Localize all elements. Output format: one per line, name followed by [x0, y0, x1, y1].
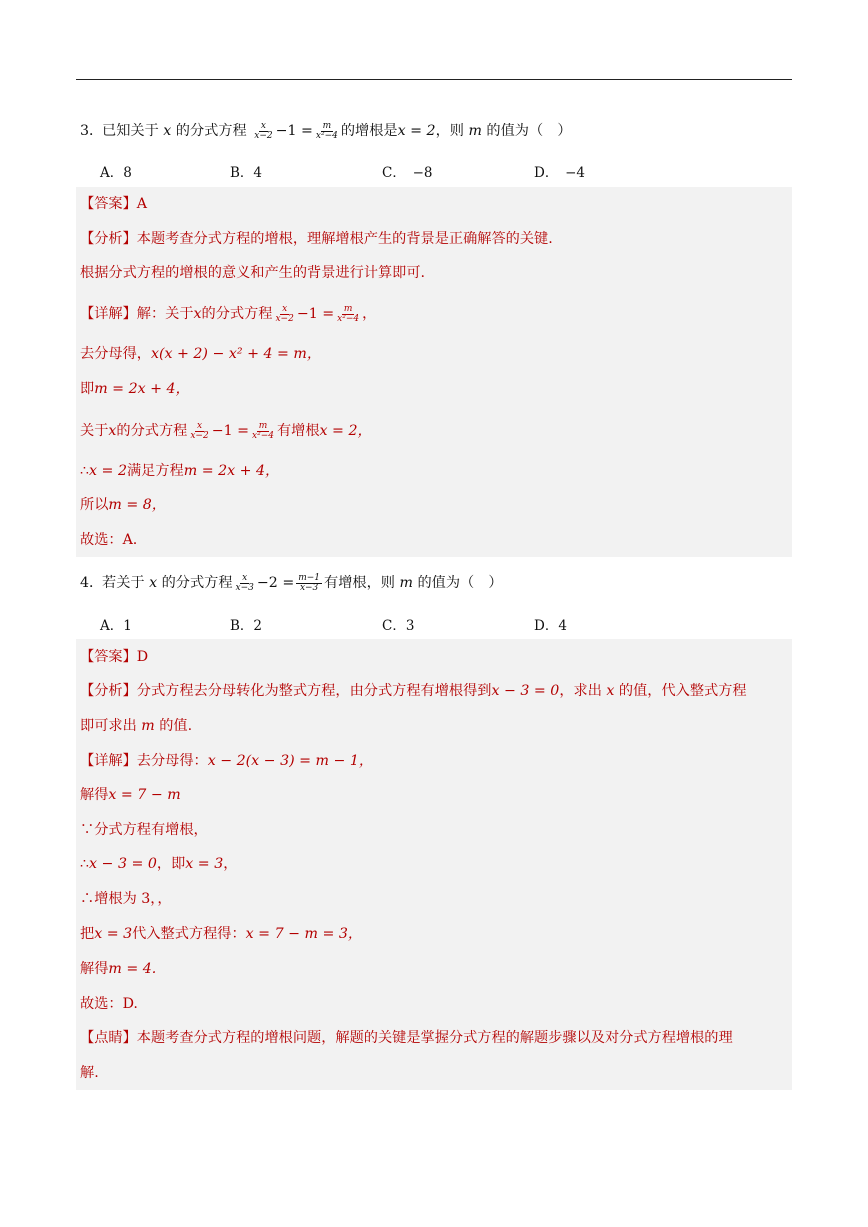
choice-c: C．3: [382, 618, 415, 634]
choice-c: C． −8: [382, 165, 433, 181]
fraction-numerator: m: [343, 303, 353, 314]
comment-line: 解.: [80, 1065, 99, 1081]
stem-text: 若关于: [102, 575, 150, 591]
analysis-line: [80, 681, 747, 701]
step-text: ，: [223, 856, 238, 872]
question-3-stem: [80, 120, 572, 141]
question-number: 4．: [80, 575, 104, 591]
equation-text: −2 =: [256, 575, 295, 591]
detail-line: [80, 751, 373, 771]
comment-line: 【点睛】本题考查分式方程的增根问题，解题的关键是掌握分式方程的解题步骤以及对分式方程增根的理: [80, 1030, 733, 1046]
fraction-numerator: m: [322, 120, 332, 131]
fraction-numerator: m: [258, 420, 268, 431]
step-line: ∵分式方程有增根，: [80, 822, 208, 838]
analysis-line: 【分析】本题考查分式方程的增根，理解增根产生的背景是正确解答的关键.: [80, 231, 553, 247]
analysis-text: 即可求出: [80, 718, 142, 734]
fraction-numerator: x: [282, 303, 288, 314]
stem-text: 的增根是: [340, 123, 398, 139]
stem-text: ，则: [435, 123, 469, 139]
equation-text: x = 2: [397, 123, 436, 139]
fraction: [274, 305, 294, 324]
step-text: 所以: [80, 497, 109, 513]
step-text: 即: [80, 381, 95, 397]
equation-text: m = 8，: [108, 497, 166, 513]
equation-text: m = 2x + 4，: [183, 463, 280, 479]
equation-text: m = 2x + 4，: [94, 381, 190, 397]
equation-text: −1 =: [296, 306, 335, 322]
analysis-text: 的值，代入整式方程: [614, 683, 747, 699]
choice-b: B．2: [230, 618, 263, 634]
equation-text: −1 =: [211, 423, 250, 439]
conclusion-line: 故选：D.: [80, 996, 138, 1012]
answer-line: 【答案】A: [80, 196, 147, 212]
var-x: x: [606, 683, 615, 699]
solution-3-box: [76, 187, 792, 557]
choice-b: B．4: [230, 165, 263, 181]
fraction: [315, 122, 339, 141]
fraction-denominator: x²−4: [252, 430, 274, 441]
choice-d: D．4: [534, 618, 567, 634]
detail-line: [80, 304, 376, 324]
var-m: m: [468, 123, 482, 139]
fraction-denominator: x²−4: [337, 313, 360, 324]
step-line: [80, 344, 321, 364]
stem-text: 的值为（ ）: [481, 123, 572, 139]
detail-text: 【详解】解：关于: [80, 306, 194, 322]
detail-text: 【详解】去分母得：: [80, 753, 208, 769]
stem-text: 已知关于: [102, 123, 164, 139]
detail-text: ，: [362, 306, 377, 322]
equation-text: x − 3 = 0: [491, 683, 560, 699]
fraction-numerator: x: [260, 120, 266, 131]
step-line: [80, 924, 362, 944]
fraction-numerator: x: [242, 572, 248, 583]
choice-a: A．8: [100, 165, 132, 181]
fraction: [296, 574, 322, 593]
equation-text: −1 =: [275, 123, 313, 139]
step-text: 有增根: [276, 423, 320, 439]
step-text: 关于: [80, 423, 109, 439]
var-x: x: [108, 423, 117, 439]
answer-line: 【答案】D: [80, 649, 149, 665]
step-text: 把: [80, 926, 95, 942]
equation-text: x − 3 = 0: [89, 856, 157, 872]
var-x: x: [193, 306, 202, 322]
fraction-denominator: x−2: [275, 313, 294, 324]
step-line: ∴增根为 3，，: [80, 891, 172, 907]
equation-text: x = 3: [185, 856, 224, 872]
step-text: 去分母得，: [80, 346, 151, 362]
choice-a: A．1: [100, 618, 132, 634]
conclusion-line: 故选：A.: [80, 532, 138, 548]
var-x: x: [149, 575, 158, 591]
step-line: [80, 785, 181, 805]
header-rule: [76, 79, 792, 80]
fraction-denominator: x²−4: [315, 130, 338, 141]
fraction-numerator: m−1: [298, 572, 321, 583]
equation-text: x = 3: [94, 926, 133, 942]
stem-text: 的分式方程: [171, 123, 252, 139]
analysis-text: ，求出: [559, 683, 607, 699]
equation-text: x − 2(x − 3) = m − 1，: [207, 753, 374, 769]
step-text: 满足方程: [126, 463, 184, 479]
step-line: [80, 959, 156, 979]
fraction-denominator: x−2: [190, 430, 209, 441]
stem-text: 的分式方程: [157, 575, 233, 591]
step-line: [80, 461, 279, 481]
fraction-denominator: x−3: [235, 582, 254, 593]
var-m: m: [141, 718, 155, 734]
stem-text: 的值为（ ）: [412, 575, 503, 591]
step-line: [80, 495, 166, 515]
fraction-denominator: x−2: [254, 130, 273, 141]
stem-text: 有增根，则: [324, 575, 400, 591]
fraction: [251, 422, 275, 441]
analysis-text: 【分析】分式方程去分母转化为整式方程，由分式方程有增根得到: [80, 683, 492, 699]
step-text: 解得: [80, 961, 109, 977]
equation-text: x(x + 2) − x² + 4 = m，: [150, 346, 322, 362]
var-m: m: [399, 575, 413, 591]
step-text: 代入整式方程得：: [132, 926, 246, 942]
detail-text: 的分式方程: [201, 306, 273, 322]
fraction: [189, 422, 209, 441]
step-line: [80, 379, 190, 399]
analysis-line: [80, 716, 192, 736]
step-text: ∴: [80, 856, 90, 872]
step-text: ，即: [156, 856, 186, 872]
fraction: [336, 305, 360, 324]
question-number: 3．: [80, 123, 104, 139]
var-x: x: [163, 123, 172, 139]
equation-text: x = 7 − m = 3，: [245, 926, 363, 942]
step-line: [80, 421, 372, 441]
step-text: ∴: [80, 463, 90, 479]
solution-4-box: [76, 639, 792, 1090]
step-line: [80, 854, 237, 874]
equation-text: x = 2，: [319, 423, 372, 439]
choice-d: D． −4: [534, 165, 585, 181]
fraction: [253, 122, 273, 141]
step-text: 解得: [80, 787, 109, 803]
equation-text: x = 2: [89, 463, 127, 479]
fraction-denominator: x−3: [299, 582, 319, 593]
question-4-stem: [80, 572, 503, 593]
fraction: [235, 574, 255, 593]
equation-text: x = 7 − m: [108, 787, 181, 803]
equation-text: m = 4.: [108, 961, 157, 977]
step-text: 的分式方程: [116, 423, 188, 439]
analysis-text: 的值.: [154, 718, 193, 734]
fraction-numerator: x: [196, 420, 203, 431]
analysis-line: 根据分式方程的增根的意义和产生的背景进行计算即可.: [80, 265, 426, 281]
